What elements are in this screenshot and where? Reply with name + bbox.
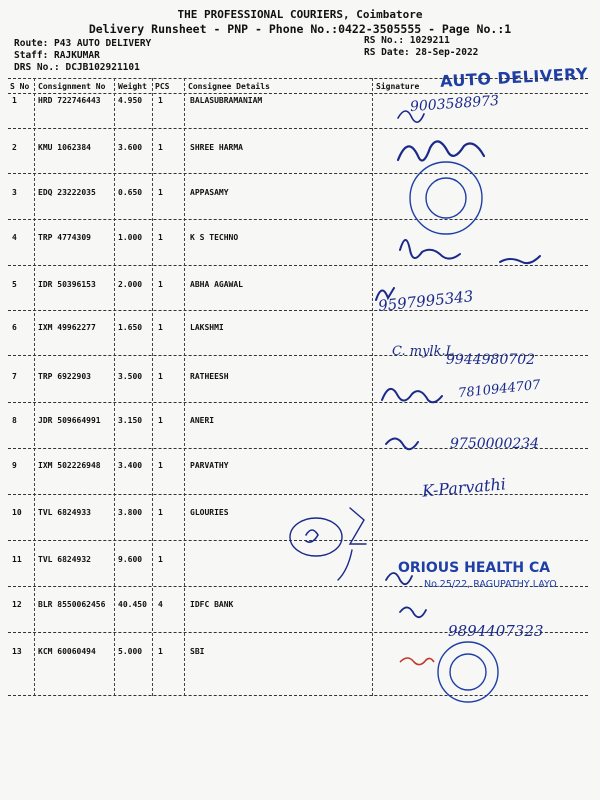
row-pcs: 1 [158,508,163,517]
row-sno: 11 [12,555,22,564]
row-consignee: SBI [190,647,205,656]
row-consignee: APPASAMY [190,188,229,197]
row-consignee: SHREE HARMA [190,143,243,152]
handwritten-phone-row12: 9894407323 [448,622,544,640]
row-consignee: LAKSHMI [190,323,224,332]
row-sno: 4 [12,233,17,242]
row-weight: 3.500 [118,372,143,381]
row-consignment-no: IXM 49962277 [38,323,96,332]
auto-delivery-stamp: AUTO DELIVERY [439,64,589,91]
handwritten-phone-row5: 9597995343 [377,287,475,315]
row-pcs: 1 [158,372,163,381]
row-consignment-no: TRP 4774309 [38,233,91,242]
row-weight: 0.650 [118,188,143,197]
row-weight: 1.650 [118,323,143,332]
row-consignment-no: TVL 6824932 [38,555,91,564]
row-consignment-no: KMU 1062384 [38,143,91,152]
row-weight: 9.600 [118,555,143,564]
row-pcs: 1 [158,323,163,332]
row-sno: 5 [12,280,17,289]
row-pcs: 1 [158,461,163,470]
row-consignment-no: KCM 60060494 [38,647,96,656]
row-consignment-no: HRD 722746443 [38,96,101,105]
row-sno: 9 [12,461,17,470]
row-consignee: IDFC BANK [190,600,234,609]
rs-date: RS Date: 28-Sep-2022 [364,47,479,58]
row-consignment-no: IDR 50396153 [38,280,96,289]
col-pcs: PCS [155,82,170,91]
row-consignment-no: JDR 509664991 [38,416,101,425]
row-pcs: 1 [158,647,163,656]
row-pcs: 1 [158,143,163,152]
row-consignee: ABHA AGAWAL [190,280,243,289]
handwritten-name-row9: K-Parvathi [421,474,507,501]
row-consignment-no: IXM 502226948 [38,461,101,470]
glorious-address-stamp: No.25/22, RAGUPATHY LAYO [424,579,557,590]
handwritten-phone-row7: 7810944707 [457,377,542,402]
staff-label: Staff: RAJKUMAR [14,50,100,61]
row-weight: 1.000 [118,233,143,242]
row-consignment-no: BLR 8550062456 [38,600,106,609]
row-weight: 3.800 [118,508,143,517]
row-consignee: RATHEESH [190,372,229,381]
glorious-health-stamp: ORIOUS HEALTH CA [398,560,551,576]
col-sno: S No [10,82,30,91]
row-sno: 2 [12,143,17,152]
row-consignee: BALASUBRAMANIAM [190,96,263,105]
row-weight: 3.150 [118,416,143,425]
row-consignment-no: TRP 6922903 [38,372,91,381]
row-weight: 3.400 [118,461,143,470]
drs-number: DRS No.: DCJB102921101 [14,62,140,73]
col-consignment: Consignment No [38,82,106,91]
row-sno: 1 [12,96,17,105]
row-consignment-no: EDQ 23222035 [38,188,96,197]
row-weight: 2.000 [118,280,143,289]
row-weight: 3.600 [118,143,143,152]
row-sno: 6 [12,323,17,332]
row-sno: 8 [12,416,17,425]
row-pcs: 1 [158,96,163,105]
row-pcs: 1 [158,280,163,289]
company-title: THE PROFESSIONAL COURIERS, Coimbatore [177,8,423,21]
runsheet-subtitle: Delivery Runsheet - PNP - Phone No.:0422-3505555 - Page No.:1 [88,22,512,36]
handwritten-name-row6: C. mylk.L [392,344,455,359]
row-pcs: 1 [158,555,163,564]
row-pcs: 1 [158,233,163,242]
row-consignee: PARVATHY [190,461,229,470]
col-consignee: Consignee Details [188,82,270,91]
row-pcs: 1 [158,416,163,425]
handwritten-phone-row8: 9750000234 [450,436,540,452]
route-label: Route: P43 AUTO DELIVERY [14,38,152,49]
row-consignment-no: TVL 6824933 [38,508,91,517]
row-weight: 5.000 [118,647,143,656]
col-weight: Weight [118,82,147,91]
col-signature: Signature [376,82,420,91]
row-pcs: 4 [158,600,163,609]
handwritten-phone-row1: 9003588973 [409,92,500,116]
row-sno: 13 [12,647,22,656]
row-weight: 40.450 [118,600,147,609]
row-weight: 4.950 [118,96,143,105]
row-sno: 12 [12,600,22,609]
rs-number: RS No.: 1029211 [364,35,450,46]
row-consignee: K S TECHNO [190,233,239,242]
row-sno: 3 [12,188,17,197]
row-consignee: GLOURIES [190,508,229,517]
handwritten-phone-row6: 9944980702 [446,352,536,368]
row-pcs: 1 [158,188,163,197]
row-sno: 7 [12,372,17,381]
row-consignee: ANERI [190,416,215,425]
row-sno: 10 [12,508,22,517]
